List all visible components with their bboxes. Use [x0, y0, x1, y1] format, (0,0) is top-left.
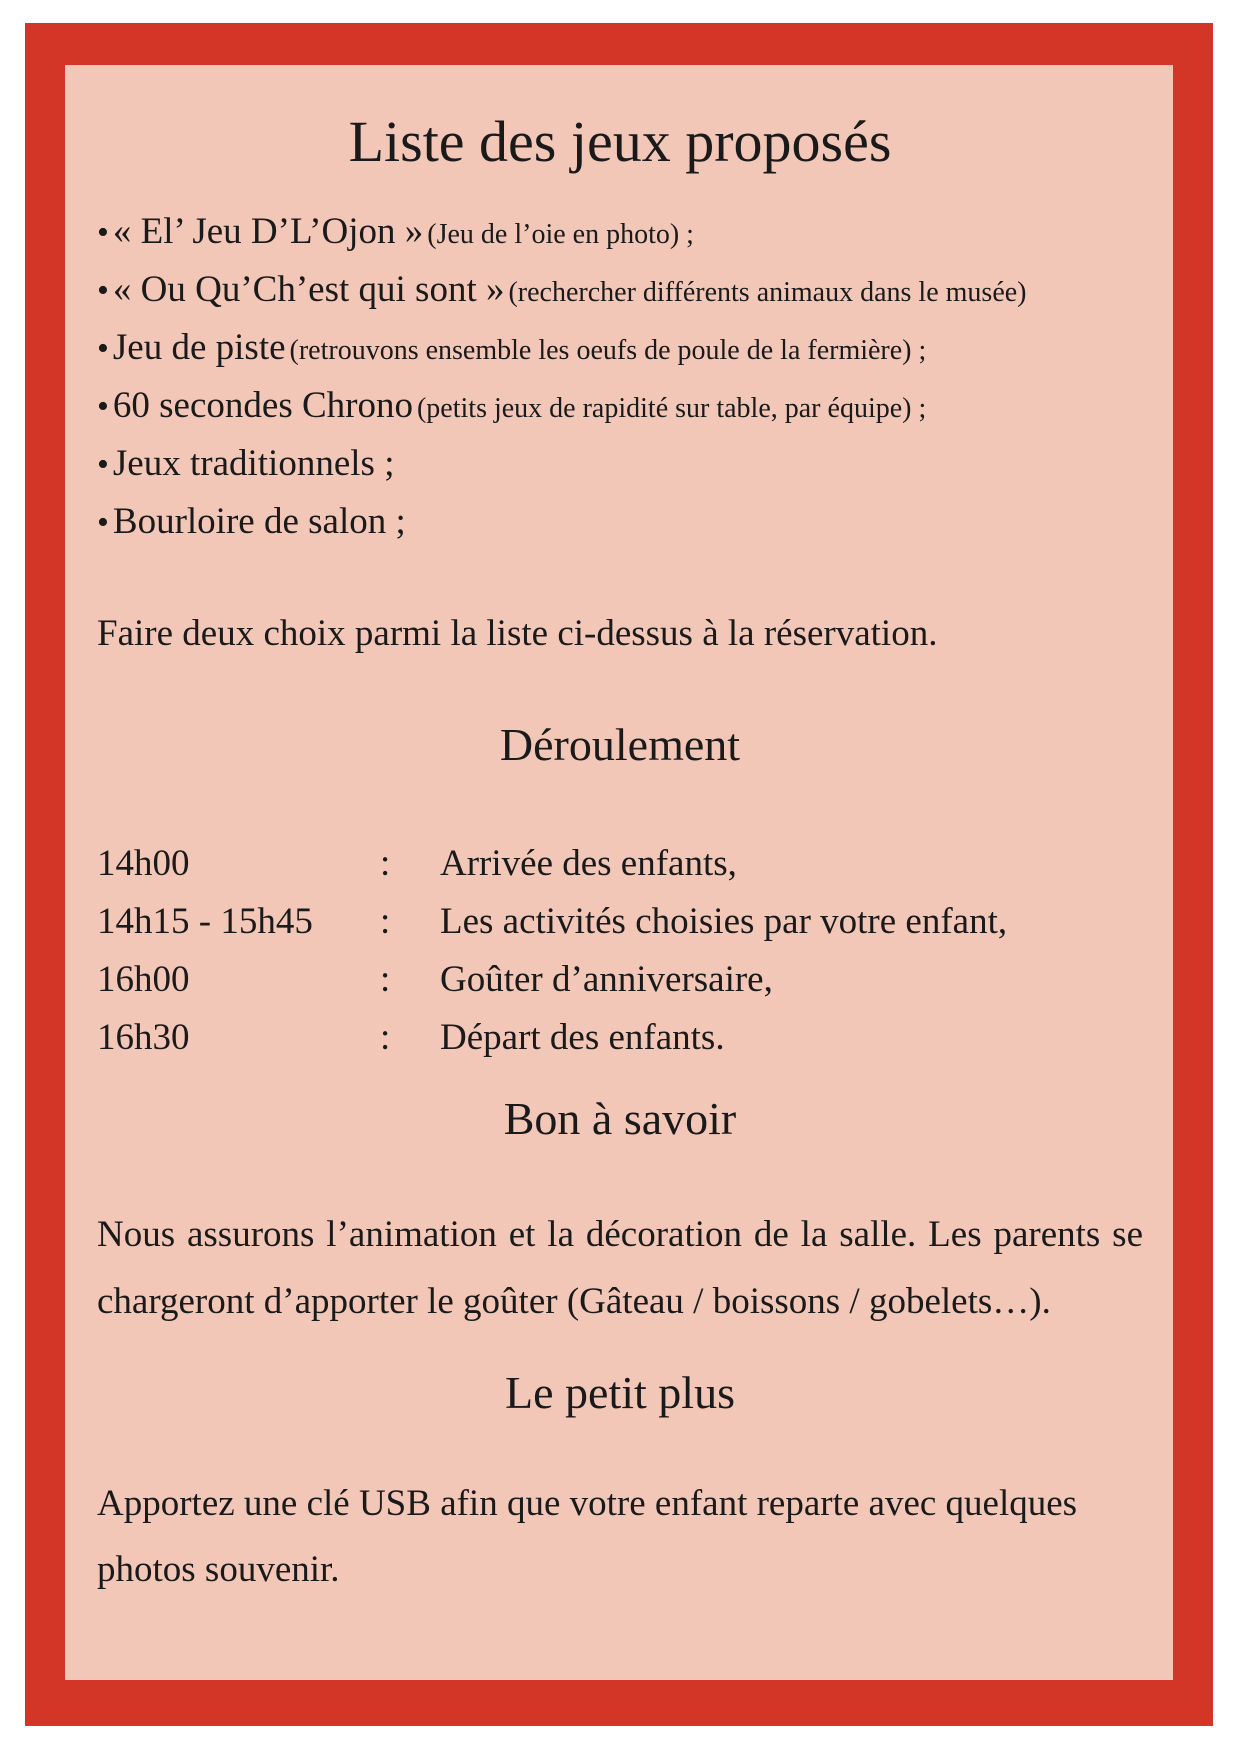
extra-title: Le petit plus — [505, 1367, 735, 1418]
schedule-activity: Les activités choisies par votre enfant, — [440, 901, 1008, 942]
schedule-time: 14h15 - 15h45 — [97, 901, 313, 942]
schedule-table — [97, 835, 1143, 1067]
game-name: Jeu de piste — [112, 327, 286, 368]
schedule-separator: : — [380, 1017, 391, 1058]
document-panel — [65, 65, 1173, 1680]
game-note: (Jeu de l’oie en photo) ; — [427, 219, 694, 250]
schedule-row — [97, 893, 1143, 951]
schedule-separator: : — [380, 901, 391, 942]
good-to-know-text: Nous assurons l’animation et la décoration de la salle. Les parents se chargeront d’apporter le goûter (Gâteau / boissons / gobelets…). — [97, 1214, 1143, 1322]
red-border-frame — [25, 23, 1213, 1726]
game-note: (retrouvons ensemble les oeufs de poule de la fermière) ; — [289, 335, 927, 366]
bullet-icon: • — [97, 214, 109, 251]
schedule-activity: Départ des enfants. — [440, 1017, 725, 1058]
list-item — [97, 319, 1143, 377]
bullet-icon: • — [97, 504, 109, 541]
bullet-icon: • — [97, 388, 109, 425]
schedule-separator: : — [380, 843, 391, 884]
schedule-time: 16h00 — [97, 959, 190, 1000]
schedule-activity: Goûter d’anniversaire, — [440, 959, 773, 1000]
list-item — [97, 435, 1143, 493]
schedule-row — [97, 1009, 1143, 1067]
game-note: (petits jeux de rapidité sur table, par équipe) ; — [416, 393, 927, 424]
game-name: 60 secondes Chrono — [112, 385, 413, 426]
good-to-know-title: Bon à savoir — [503, 1093, 737, 1144]
bullet-icon: • — [97, 272, 109, 309]
choice-instruction: Faire deux choix parmi la liste ci-dessus à la réservation. — [97, 613, 938, 654]
schedule-row — [97, 835, 1143, 893]
game-name: Bourloire de salon ; — [112, 501, 406, 542]
list-item — [97, 203, 1143, 261]
bullet-icon: • — [97, 330, 109, 367]
game-name: « Ou Qu’Ch’est qui sont » — [112, 269, 505, 310]
game-name: Jeux traditionnels ; — [112, 443, 395, 484]
list-item — [97, 261, 1143, 319]
schedule-title: Déroulement — [499, 719, 741, 770]
game-name: « El’ Jeu D’L’Ojon » — [112, 211, 424, 252]
schedule-row — [97, 951, 1143, 1009]
schedule-time: 14h00 — [97, 843, 190, 884]
schedule-time: 16h30 — [97, 1017, 190, 1058]
bullet-icon: • — [97, 446, 109, 483]
game-note: (rechercher différents animaux dans le musée) — [508, 277, 1027, 308]
list-item — [97, 377, 1143, 435]
list-item — [97, 493, 1143, 551]
games-list-title: Liste des jeux proposés — [348, 109, 892, 174]
schedule-activity: Arrivée des enfants, — [440, 843, 737, 884]
schedule-separator: : — [380, 959, 391, 1000]
extra-text: Apportez une clé USB afin que votre enfant reparte avec quelques photos souvenir. — [97, 1483, 1078, 1590]
games-list — [97, 203, 1143, 551]
